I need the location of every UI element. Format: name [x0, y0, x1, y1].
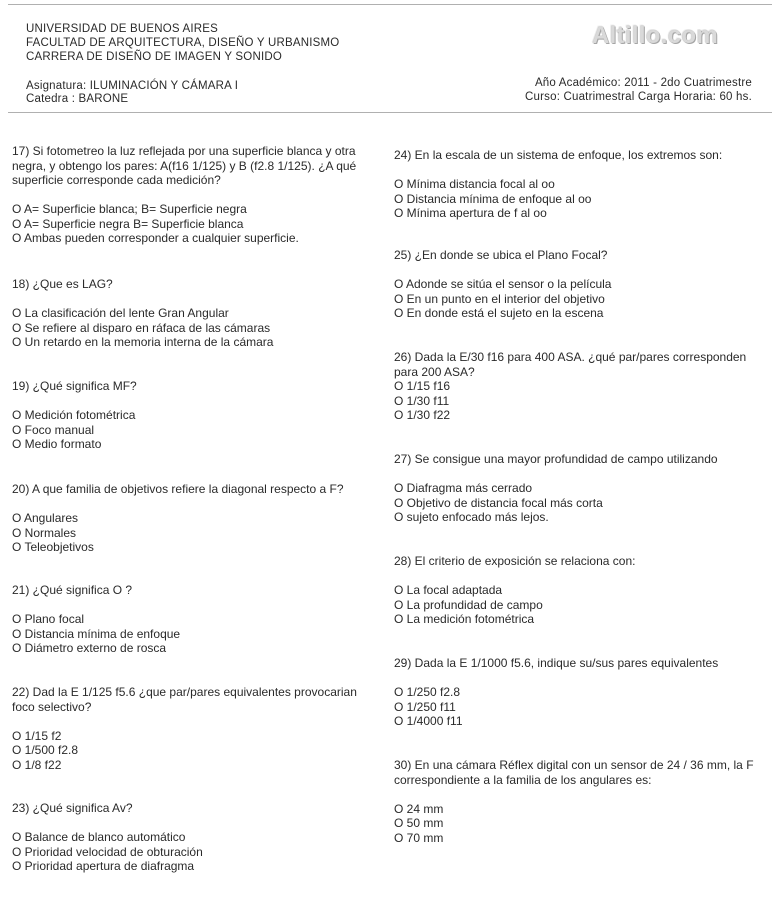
- option-item[interactable]: O Ambas pueden corresponder a cualquier superficie.: [12, 231, 299, 245]
- faculty-name: FACULTAD DE ARQUITECTURA, DISEÑO Y URBANISMO: [26, 37, 340, 49]
- academic-year-label: Año Académico: 2011 - 2do Cuatrimestre: [534, 77, 752, 89]
- option-item[interactable]: O 70 mm: [394, 830, 444, 845]
- question-text: 25) ¿En donde se ubica el Plano Focal?: [394, 248, 608, 262]
- question-17: [12, 144, 382, 246]
- option-item[interactable]: O Angulares: [12, 511, 79, 525]
- question-text: 24) En la escala de un sistema de enfoque, los extremos son:: [394, 148, 723, 162]
- question-20: [12, 482, 344, 555]
- option-item[interactable]: O Objetivo de distancia focal más corta: [394, 495, 603, 510]
- option-item[interactable]: O Prioridad apertura de diafragma: [12, 859, 195, 873]
- question-24: [394, 148, 722, 221]
- option-item[interactable]: O 1/15 f2: [12, 728, 62, 743]
- option-item[interactable]: O Distancia mínima de enfoque: [12, 626, 181, 641]
- option-item[interactable]: O Plano focal: [12, 612, 85, 626]
- question-26: [394, 350, 764, 423]
- question-text: 30) En una cámara Réflex digital con un sensor de 24 / 36 mm, la F correspondiente a la familia de los angulares es:: [394, 758, 754, 787]
- option-item[interactable]: O La profundidad de campo: [394, 597, 543, 612]
- option-item[interactable]: O 24 mm: [394, 801, 444, 816]
- option-list: [394, 481, 718, 525]
- option-item[interactable]: O 1/8 f22: [12, 757, 62, 772]
- question-text: 28) El criterio de exposición se relaciona con:: [394, 554, 636, 568]
- question-21: [12, 583, 180, 656]
- option-item[interactable]: O La medición fotométrica: [394, 612, 535, 626]
- top-rule: [8, 4, 772, 5]
- option-item[interactable]: O 1/250 f11: [394, 699, 456, 714]
- option-item[interactable]: O Un retardo en la memoria interna de la cámara: [12, 335, 274, 349]
- option-list: [394, 802, 764, 846]
- option-item[interactable]: O Se refiere al disparo en ráfaca de las cámaras: [12, 320, 271, 335]
- option-item[interactable]: O Medición fotométrica: [12, 408, 136, 422]
- option-list: [12, 511, 344, 555]
- option-item[interactable]: O Distancia mínima de enfoque al oo: [394, 191, 592, 206]
- option-list: [12, 202, 382, 246]
- option-item[interactable]: O En un punto en el interior del objetivo: [394, 291, 605, 306]
- question-text: 23) ¿Qué significa Av?: [12, 801, 133, 815]
- option-list: [12, 830, 203, 874]
- question-22: [12, 685, 382, 772]
- option-item[interactable]: O Normales: [12, 525, 77, 540]
- subject-label: Asignatura: ILUMINACIÓN Y CÁMARA I: [26, 80, 239, 92]
- question-23: [12, 801, 203, 874]
- option-item[interactable]: O A= Superficie blanca; B= Superficie negra: [12, 202, 247, 216]
- option-item[interactable]: O Teleobjetivos: [12, 540, 94, 554]
- option-list: [394, 685, 718, 729]
- option-item[interactable]: O Prioridad velocidad de obturación: [12, 844, 203, 859]
- option-list: [12, 408, 137, 452]
- question-text: 18) ¿Que es LAG?: [12, 277, 113, 291]
- question-30: [394, 758, 764, 845]
- option-item[interactable]: O Adonde se sitúa el sensor o la película: [394, 277, 612, 291]
- option-list: [394, 583, 635, 627]
- question-text: 19) ¿Qué significa MF?: [12, 379, 137, 393]
- option-item[interactable]: O 50 mm: [394, 816, 444, 830]
- course-label: Curso: Cuatrimestral Carga Horaria: 60 hs.: [525, 91, 752, 103]
- question-text: 27) Se consigue una mayor profundidad de campo utilizando: [394, 452, 718, 466]
- option-item[interactable]: O sujeto enfocado más lejos.: [394, 510, 549, 524]
- option-list: [12, 729, 382, 773]
- option-item[interactable]: O Mínima distancia focal al oo: [394, 177, 555, 191]
- option-item[interactable]: O La clasificación del lente Gran Angular: [12, 306, 229, 320]
- option-item[interactable]: O 1/30 f11: [394, 393, 450, 408]
- option-item[interactable]: O 1/4000 f11: [394, 714, 463, 728]
- option-item[interactable]: O 1/15 f16: [394, 379, 451, 393]
- question-text: 22) Dad la E 1/125 f5.6 ¿que par/pares equivalentes provocarian foco selectivo?: [12, 685, 357, 714]
- option-item[interactable]: O Diámetro externo de rosca: [12, 641, 167, 655]
- option-item[interactable]: O Foco manual: [12, 422, 95, 437]
- option-item[interactable]: O Balance de blanco automático: [12, 830, 186, 844]
- option-list: [394, 177, 722, 221]
- question-text: 26) Dada la E/30 f16 para 400 ASA. ¿qué par/pares corresponden para 200 ASA?: [394, 350, 747, 379]
- option-item[interactable]: O A= Superficie negra B= Superficie blanca: [12, 216, 244, 231]
- option-list: [12, 306, 273, 350]
- option-item[interactable]: O En donde está el sujeto en la escena: [394, 306, 604, 320]
- question-27: [394, 452, 718, 525]
- option-item[interactable]: O 1/250 f2.8: [394, 685, 461, 699]
- question-text: 21) ¿Qué significa O ?: [12, 583, 133, 597]
- option-list: [394, 379, 764, 423]
- option-item[interactable]: O Mínima apertura de f al oo: [394, 206, 547, 220]
- option-item[interactable]: O Diafragma más cerrado: [394, 481, 533, 495]
- career-name: CARRERA DE DISEÑO DE IMAGEN Y SONIDO: [26, 51, 282, 63]
- header-rule: [8, 112, 772, 113]
- option-item[interactable]: O 1/500 f2.8: [12, 743, 79, 757]
- question-28: [394, 554, 635, 627]
- question-text: 17) Si fotometreo la luz reflejada por una superficie blanca y otra negra, y obtengo los pares: A(f16 1/125) y B (f2.8 1/125). ¿A qué superficie corresponde cada medición?: [12, 144, 357, 187]
- chair-label: Catedra : BARONE: [26, 93, 129, 105]
- university-name: UNIVERSIDAD DE BUENOS AIRES: [26, 23, 218, 35]
- question-19: [12, 379, 137, 452]
- question-29: [394, 656, 718, 729]
- brand-logo: Altillo.com: [592, 22, 718, 49]
- option-item[interactable]: O 1/30 f22: [394, 408, 451, 422]
- option-item[interactable]: O La focal adaptada: [394, 583, 503, 597]
- question-18: [12, 277, 273, 350]
- question-25: [394, 248, 611, 321]
- option-list: [394, 277, 611, 321]
- question-text: 20) A que familia de objetivos refiere la diagonal respecto a F?: [12, 482, 344, 496]
- option-item[interactable]: O Medio formato: [12, 437, 102, 451]
- question-text: 29) Dada la E 1/1000 f5.6, indique su/sus pares equivalentes: [394, 656, 719, 670]
- option-list: [12, 612, 180, 656]
